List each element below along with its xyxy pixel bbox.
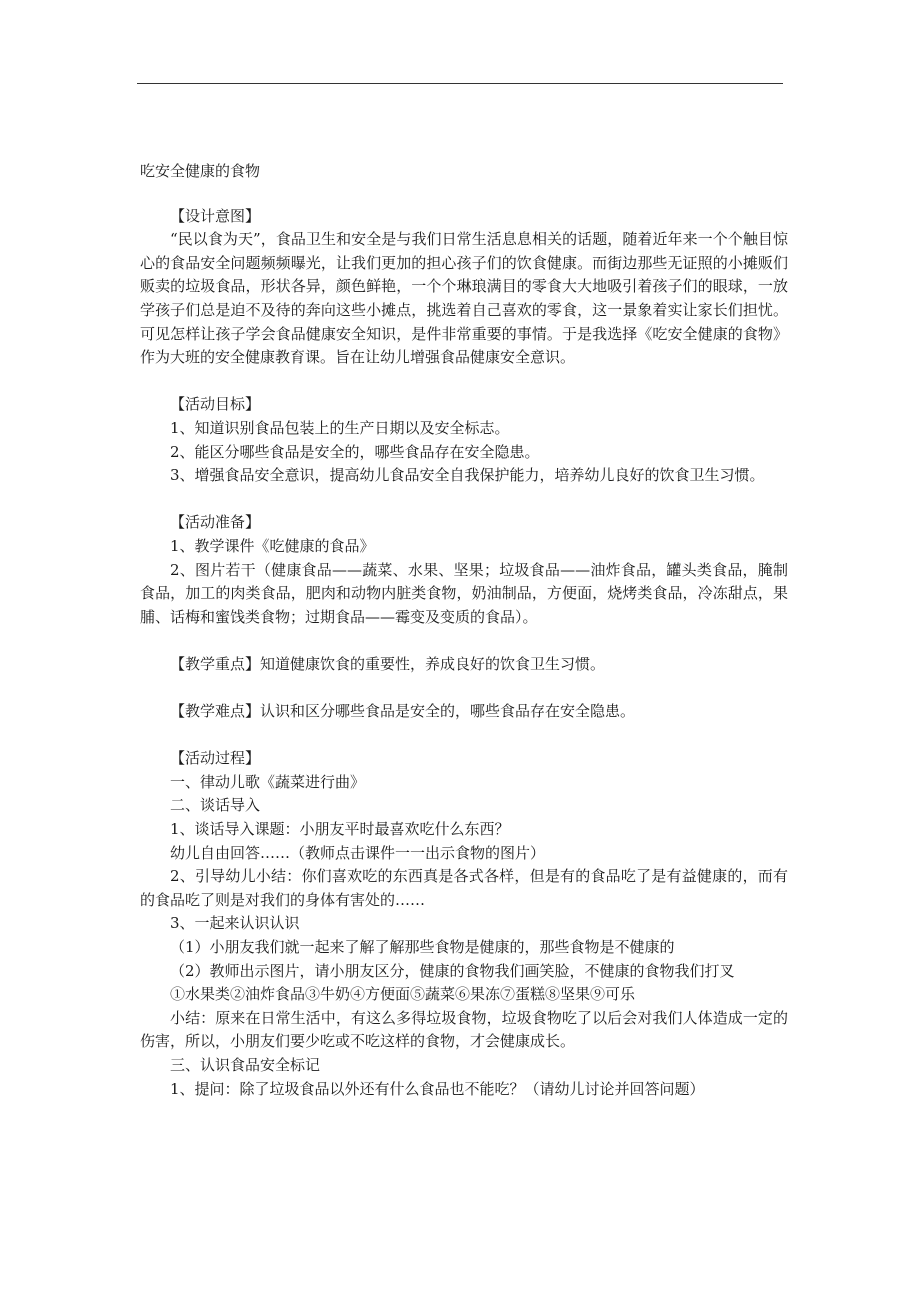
goal-item: 2、能区分哪些食品是安全的，哪些食品存在安全隐患。 (170, 442, 540, 461)
goal-item: 1、知道识别食品包装上的生产日期以及安全标志。 (170, 418, 510, 437)
key-point-text: 知道健康饮食的重要性，养成良好的饮食卫生习惯。 (260, 654, 606, 673)
goals-heading: 【活动目标】 (170, 395, 261, 414)
document-body (140, 160, 788, 1101)
process-line: 一、律动儿歌《蔬菜进行曲》 (170, 772, 366, 791)
process-line: ①水果类②油炸食品③牛奶④方便面⑤蔬菜⑥果冻⑦蛋糕⑧坚果⑨可乐 (170, 985, 636, 1004)
process-line: 1、提问：除了垃圾食品以外还有什么食品也不能吃？（请幼儿讨论并回答问题） (170, 1079, 705, 1098)
preparation-item: 2、图片若干（健康食品——蔬菜、水果、坚果；垃圾食品——油炸食品，罐头类食品，腌制食品，加工的肉类食品，肥肉和动物内脏类食物，奶油制品，方便面，烧烤类食品，冷冻甜点，果脯、话梅和蜜饯类食物；过期食品——霉变及变质的食品）。 (140, 560, 788, 626)
goal-item: 3、增强食品安全意识，提高幼儿食品安全自我保护能力，培养幼儿良好的饮食卫生习惯。 (170, 466, 765, 485)
key-point-label: 【教学重点】 (170, 654, 261, 673)
difficulty-text: 认识和区分哪些食品是安全的，哪些食品存在安全隐患。 (260, 702, 636, 721)
process-line: 小结：原来在日常生活中，有这么多得垃圾食物，垃圾食物吃了以后会对我们人体造成一定的伤害，所以，小朋友们要少吃或不吃这样的食物，才会健康成长。 (140, 1008, 788, 1051)
process-line: 2、引导幼儿小结：你们喜欢吃的东西真是各式各样，但是有的食品吃了是有益健康的，而有的食品吃了则是对我们的身体有害处的…… (140, 867, 788, 909)
process-line: （2）教师出示图片，请小朋友区分，健康的食物我们画笑脸，不健康的食物我们打叉 (170, 961, 735, 980)
process-line: 三、认识食品安全标记 (170, 1055, 321, 1074)
header-rule (137, 83, 783, 84)
process-line: 3、一起来认识认识 (170, 914, 300, 933)
process-heading: 【活动过程】 (170, 749, 261, 768)
process-line: （1）小朋友我们就一起来了解了解那些食物是健康的，那些食物是不健康的 (170, 938, 675, 956)
process-line: 幼儿自由回答……（教师点击课件一一出示食物的图片） (170, 843, 546, 862)
difficulty (140, 700, 788, 724)
key-point (140, 653, 788, 677)
difficulty-label: 【教学难点】 (170, 702, 261, 721)
process-line: 二、谈话导入 (170, 796, 261, 815)
preparation-item: 1、教学课件《吃健康的食品》 (170, 536, 375, 555)
document-title: 吃安全健康的食物 (140, 162, 261, 180)
preparation-heading: 【活动准备】 (170, 513, 261, 532)
process-line: 1、谈话导入课题：小朋友平时最喜欢吃什么东西？ (170, 820, 510, 839)
design-heading: 【设计意图】 (170, 206, 261, 225)
design-paragraph: “民以食为天”，食品卫生和安全是与我们日常生活息息相关的话题，随着近年来一个个触目惊心的食品安全问题频频曝光，让我们更加的担心孩子们的饮食健康。而街边那些无证照的小摊贩们贩卖的垃圾食品，形状各异，颜色鲜艳，一个个琳琅满目的零食大大地吸引着孩子们的眼球，一放学孩子们总是迫不及待的奔向这些小摊点，挑选着自己喜欢的零食，这一景象着实让家长们担忧。可见怎样让孩子学会食品健康安全知识，是件非常重要的事情。于是我选择《吃安全健康的食物》作为大班的安全健康教育课。旨在让幼儿增强食品健康安全意识。 (140, 230, 788, 367)
